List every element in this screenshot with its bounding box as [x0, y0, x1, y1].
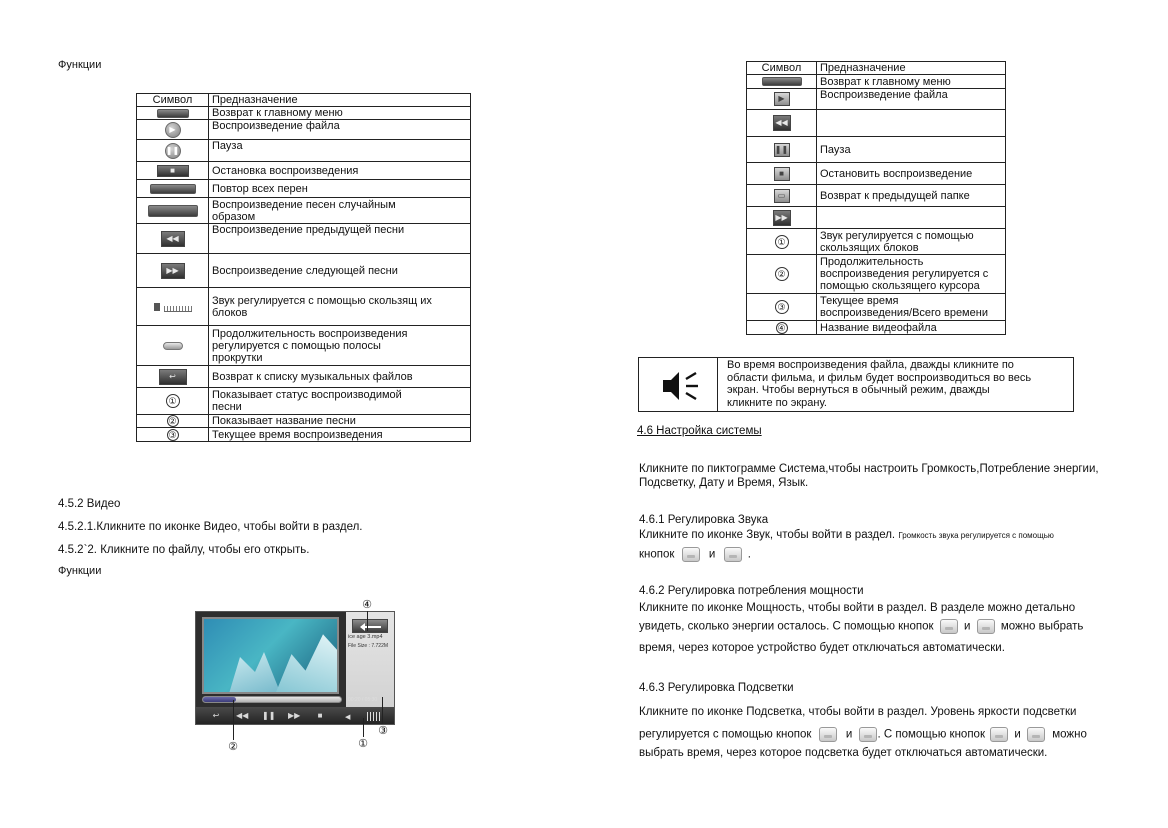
row-text: регулируется с помощью полосы [212, 339, 381, 352]
fullscreen-note-text [727, 359, 1067, 409]
row-text: Возврат к списку музыкальных файлов [212, 370, 413, 383]
sound-text-line-2 [639, 547, 751, 562]
functions-heading: Функции [58, 59, 102, 71]
table-row [747, 229, 1006, 255]
row-text: Звук регулируется с помощью [820, 229, 974, 242]
table-row [137, 180, 471, 198]
row-text: помощью скользящего курсора [820, 280, 980, 292]
callout-4: ④ [362, 599, 372, 611]
table-row [137, 388, 471, 415]
power-line-1: Кликните по иконке Мощность, чтобы войти в раздел. В разделе можно детально [639, 602, 1076, 614]
sound-text: кнопок [639, 548, 675, 561]
row-text: Воспроизведение следующей песни [212, 264, 398, 277]
callout-1: ① [358, 738, 368, 750]
video-heading: 4.5.2 Видео [58, 498, 121, 510]
sound-heading: 4.6.1 Регулировка Звука [639, 514, 769, 526]
table-row [137, 120, 471, 140]
pause-icon: ❚❚ [774, 143, 790, 157]
row-text: Воспроизведение песен случайным [212, 198, 396, 211]
row-text: Текущее время воспроизведения [212, 428, 383, 441]
row-text: Текущее время [820, 295, 899, 307]
table-row [747, 137, 1006, 163]
video-step-1: 4.5.2.1.Кликните по иконке Видео, чтобы войти в раздел. [58, 521, 363, 533]
volume-slider-icon: ◀ [345, 712, 385, 721]
row-text: Показывает название песни [212, 415, 356, 427]
note-line: кликните по экрану. [727, 396, 827, 409]
row-text: Пауза [212, 140, 243, 152]
power-increase-button-icon [940, 619, 958, 634]
repeat-all-icon [150, 184, 196, 194]
video-file-name: ice age 3.mp4 [348, 634, 383, 640]
backlight-text: можно [1052, 728, 1087, 741]
circled-number-4: ④ [777, 322, 786, 333]
backlight-line-2 [639, 727, 1087, 742]
settings-intro-2: Подсветку, Дату и Время, Язык. [639, 477, 809, 489]
sound-text: Кликните по иконке Звук, чтобы войти в раздел. [639, 529, 896, 541]
brightness-up-button-icon [819, 727, 837, 742]
back-icon [157, 109, 189, 118]
timer-decrease-button-icon [1027, 727, 1045, 742]
callout-2: ② [228, 741, 238, 753]
row-text: воспроизведения регулируется с [820, 268, 989, 280]
table-row [137, 107, 471, 120]
callout-leader [382, 697, 383, 724]
table-row [137, 366, 471, 388]
row-text: Воспроизведение предыдущей песни [212, 224, 405, 236]
circled-number-1: ① [775, 235, 789, 249]
table-row [747, 294, 1006, 321]
stop-icon: ■ [774, 167, 790, 181]
row-text: Остановить воспроизведение [820, 167, 973, 180]
table-row [747, 321, 1006, 335]
video-step-2: 4.5.2`2. Кликните по файлу, чтобы его открыть. [58, 544, 310, 556]
row-text: скользящих блоков [820, 241, 919, 254]
return-list-icon: ↩ [159, 369, 187, 385]
table-row [747, 255, 1006, 294]
settings-intro-1: Кликните по пиктограмме Система,чтобы настроить Громкость,Потребление энергии, [639, 463, 1099, 475]
power-text: увидеть, сколько энергии осталось. С помощью кнопок [639, 620, 934, 633]
callout-leader [233, 700, 234, 740]
video-player-screenshot [195, 611, 395, 725]
folder-back-icon: ▭ [774, 189, 790, 203]
next-icon: ▶▶ [161, 263, 185, 279]
column-header-purpose: Предназначение [209, 94, 471, 107]
callout-3: ③ [378, 725, 388, 737]
left-functions-table [136, 93, 471, 442]
power-line-2 [639, 619, 1083, 634]
circled-number-3: ③ [168, 429, 177, 440]
period-text: . [747, 548, 751, 561]
video-file-size: File Size : 7.722M [348, 643, 389, 649]
backlight-line-3: выбрать время, через которое подсветка будет отключаться автоматически. [639, 747, 1048, 759]
back-icon [352, 619, 388, 633]
functions-heading-2: Функции [58, 565, 102, 577]
table-row [137, 254, 471, 288]
table-row [137, 162, 471, 180]
column-header-symbol: Символ [137, 94, 209, 107]
circled-number-3: ③ [775, 300, 789, 314]
stop-icon: ■ [157, 165, 189, 177]
fullscreen-note-box [638, 357, 1074, 412]
video-progress-bar [202, 696, 342, 703]
row-text: Воспроизведение файла [212, 120, 340, 132]
and-text: и [964, 620, 971, 633]
backlight-line-1: Кликните по иконке Подсветка, чтобы войти в раздел. Уровень яркости подсветки [639, 706, 1077, 718]
row-text: песни [212, 401, 242, 413]
row-text: Воспроизведение файла [820, 89, 948, 101]
power-line-3: время, через которое устройство будет отключаться автоматически. [639, 642, 1005, 654]
table-row [747, 75, 1006, 89]
circled-number-2: ② [775, 267, 789, 281]
row-text: Звук регулируется с помощью скользящ их [212, 294, 432, 307]
row-text: Возврат к главному меню [212, 107, 343, 119]
note-line: Во время воспроизведения файла, дважды кликните по [727, 359, 1014, 371]
back-icon [762, 77, 802, 86]
and-text: и [1014, 728, 1021, 741]
volume-down-button-icon [724, 547, 742, 562]
table-row [137, 198, 471, 224]
row-text: Возврат к предыдущей папке [820, 189, 970, 202]
sound-text-small: Громкость звука регулируется с помощью [898, 531, 1054, 540]
table-row [747, 163, 1006, 185]
table-row [137, 224, 471, 254]
circled-number-1: ① [166, 394, 180, 408]
circled-number-2: ② [168, 416, 177, 426]
brightness-down-button-icon [859, 727, 877, 742]
row-text: блоков [212, 306, 248, 319]
settings-heading: 4.6 Настройка системы [637, 425, 762, 437]
backlight-text: регулируется с помощью кнопок [639, 728, 812, 741]
play-icon: ▶ [774, 92, 790, 106]
row-text: Продолжительность [820, 256, 924, 268]
and-text: и [845, 728, 853, 741]
table-row [137, 428, 471, 442]
row-text: воспроизведения/Всего времени [820, 307, 988, 319]
table-row [747, 110, 1006, 137]
row-text: Продолжительность воспроизведения [212, 327, 408, 340]
table-row [137, 140, 471, 162]
progress-bar-icon [163, 342, 183, 350]
stop-icon: ■ [317, 711, 323, 720]
row-text: прокрутки [212, 351, 263, 364]
video-frame [202, 617, 339, 694]
power-text: можно выбрать [1000, 620, 1084, 633]
table-row [137, 326, 471, 366]
row-text: Остановка воспроизведения [212, 164, 359, 177]
row-text: Возврат к главному меню [820, 75, 951, 88]
table-row [747, 207, 1006, 229]
previous-icon: ◀◀ [236, 711, 249, 720]
row-text: Повтор всех перен [212, 182, 308, 195]
backlight-text: . С помощью кнопок [877, 728, 985, 741]
shuffle-icon [148, 205, 198, 217]
right-functions-table [746, 61, 1006, 335]
note-line: области фильма, и фильм будет воспроизводиться во весь [727, 371, 1032, 384]
pause-icon: ❚❚ [262, 711, 276, 720]
volume-up-button-icon [682, 547, 700, 562]
table-row [137, 415, 471, 428]
row-text: Название видеофайла [820, 321, 937, 334]
play-icon: ▶ [165, 122, 181, 138]
video-progress-fill [203, 697, 236, 702]
video-time: 00:20 / 05:30 [348, 697, 378, 703]
power-heading: 4.6.2 Регулировка потребления мощности [639, 585, 864, 597]
timer-increase-button-icon [990, 727, 1008, 742]
row-text: Показывает статус воспроизводимой [212, 389, 402, 401]
table-row [747, 89, 1006, 110]
table-row [747, 185, 1006, 207]
table-row [137, 288, 471, 326]
column-header-symbol: Символ [747, 62, 817, 75]
previous-icon: ◀◀ [161, 231, 185, 247]
power-decrease-button-icon [977, 619, 995, 634]
next-icon: ▶▶ [288, 711, 301, 720]
note-line: экран. Чтобы вернуться в обычный режим, дважды [727, 384, 990, 396]
callout-leader [367, 611, 368, 631]
row-text: Пауза [820, 143, 851, 156]
callout-leader [363, 718, 364, 737]
and-text: и [708, 548, 716, 561]
volume-slider-icon [154, 302, 192, 312]
previous-icon: ◀◀ [773, 115, 791, 131]
pause-icon: ❚❚ [165, 143, 181, 159]
next-icon: ▶▶ [773, 210, 791, 226]
speaker-icon [661, 370, 701, 402]
backlight-heading: 4.6.3 Регулировка Подсветки [639, 682, 794, 694]
column-header-purpose: Предназначение [817, 62, 1006, 75]
row-text: образом [212, 210, 256, 223]
return-icon: ↩ [212, 711, 220, 720]
sound-text-line-1 [639, 528, 1054, 543]
